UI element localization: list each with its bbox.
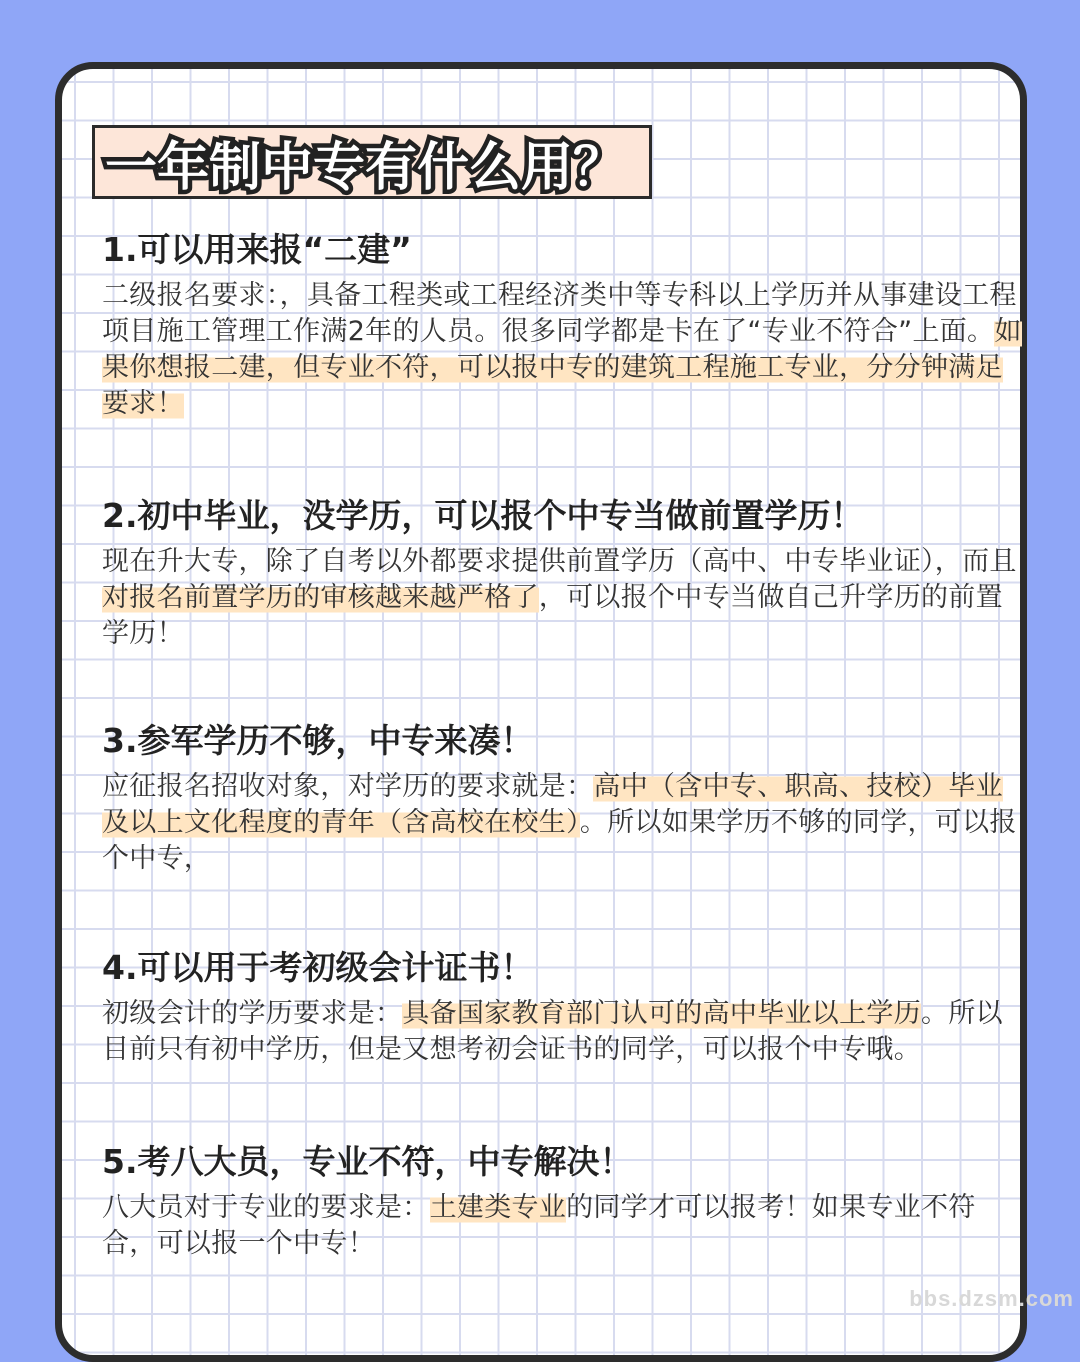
highlight-text: 高中（含中专、职高、技校）毕业及以上文化程度的青年（含高校在校生） [102,771,1003,838]
section-2 [102,494,1022,652]
section-heading: 2.初中毕业，没学历，可以报个中专当做前置学历！ [102,496,864,535]
section-body [102,996,1022,1068]
section-4 [102,946,1022,1068]
section-heading: 1.可以用来报“二建” [102,230,412,269]
watermark: bbs.dzsm.com [909,1286,1074,1311]
highlight-text: 对报名前置学历的审核越来越严格了 [102,582,539,613]
title-box [92,125,652,199]
section-heading: 3.参军学历不够，中专来凑！ [102,721,534,760]
body-text: 的同学才可以报考！如果专业不符合，可以报一个中专！ [102,1192,976,1259]
body-text: 八大员对于专业的要求是： [102,1192,430,1223]
body-text: 二级报名要求：，具备工程类或工程经济类中等专科以上学历并从事建设工程项目施工管理工作满2年的人员。很多同学都是卡在了“专业不符合”上面。 [102,280,1017,347]
body-text: 初级会计的学历要求是： [102,998,403,1029]
page-title: 一年制中专有什么用？ [105,137,626,198]
section-5 [102,1140,1022,1262]
section-heading: 4.可以用于考初级会计证书！ [102,948,534,987]
highlight-text: 如果你想报二建，但专业不符，可以报中专的建筑工程施工专业，分分钟满足要求！ [102,316,1022,419]
section-1 [102,228,1022,422]
section-3 [102,719,1022,877]
section-body [102,769,1022,877]
body-text: ，可以报个中专当做自己升学历的前置学历！ [102,582,1003,649]
highlight-text: 土建类专业 [429,1192,567,1223]
section-body [102,1190,1022,1262]
section-body [102,278,1022,422]
body-text: 现在升大专，除了自考以外都要求提供前置学历（高中、中专毕业证），而且 [102,546,1017,577]
body-text: 。所以目前只有初中学历，但是又想考初会证书的同学，可以报个中专哦。 [102,998,1003,1065]
body-text: 应征报名招收对象，对学历的要求就是： [102,771,594,802]
highlight-text: 具备国家教育部门认可的高中毕业以上学历 [402,998,922,1029]
section-heading: 5.考八大员，专业不符，中专解决！ [102,1142,633,1181]
section-body [102,544,1022,652]
body-text: 。所以如果学历不够的同学，可以报个中专， [102,807,1017,874]
